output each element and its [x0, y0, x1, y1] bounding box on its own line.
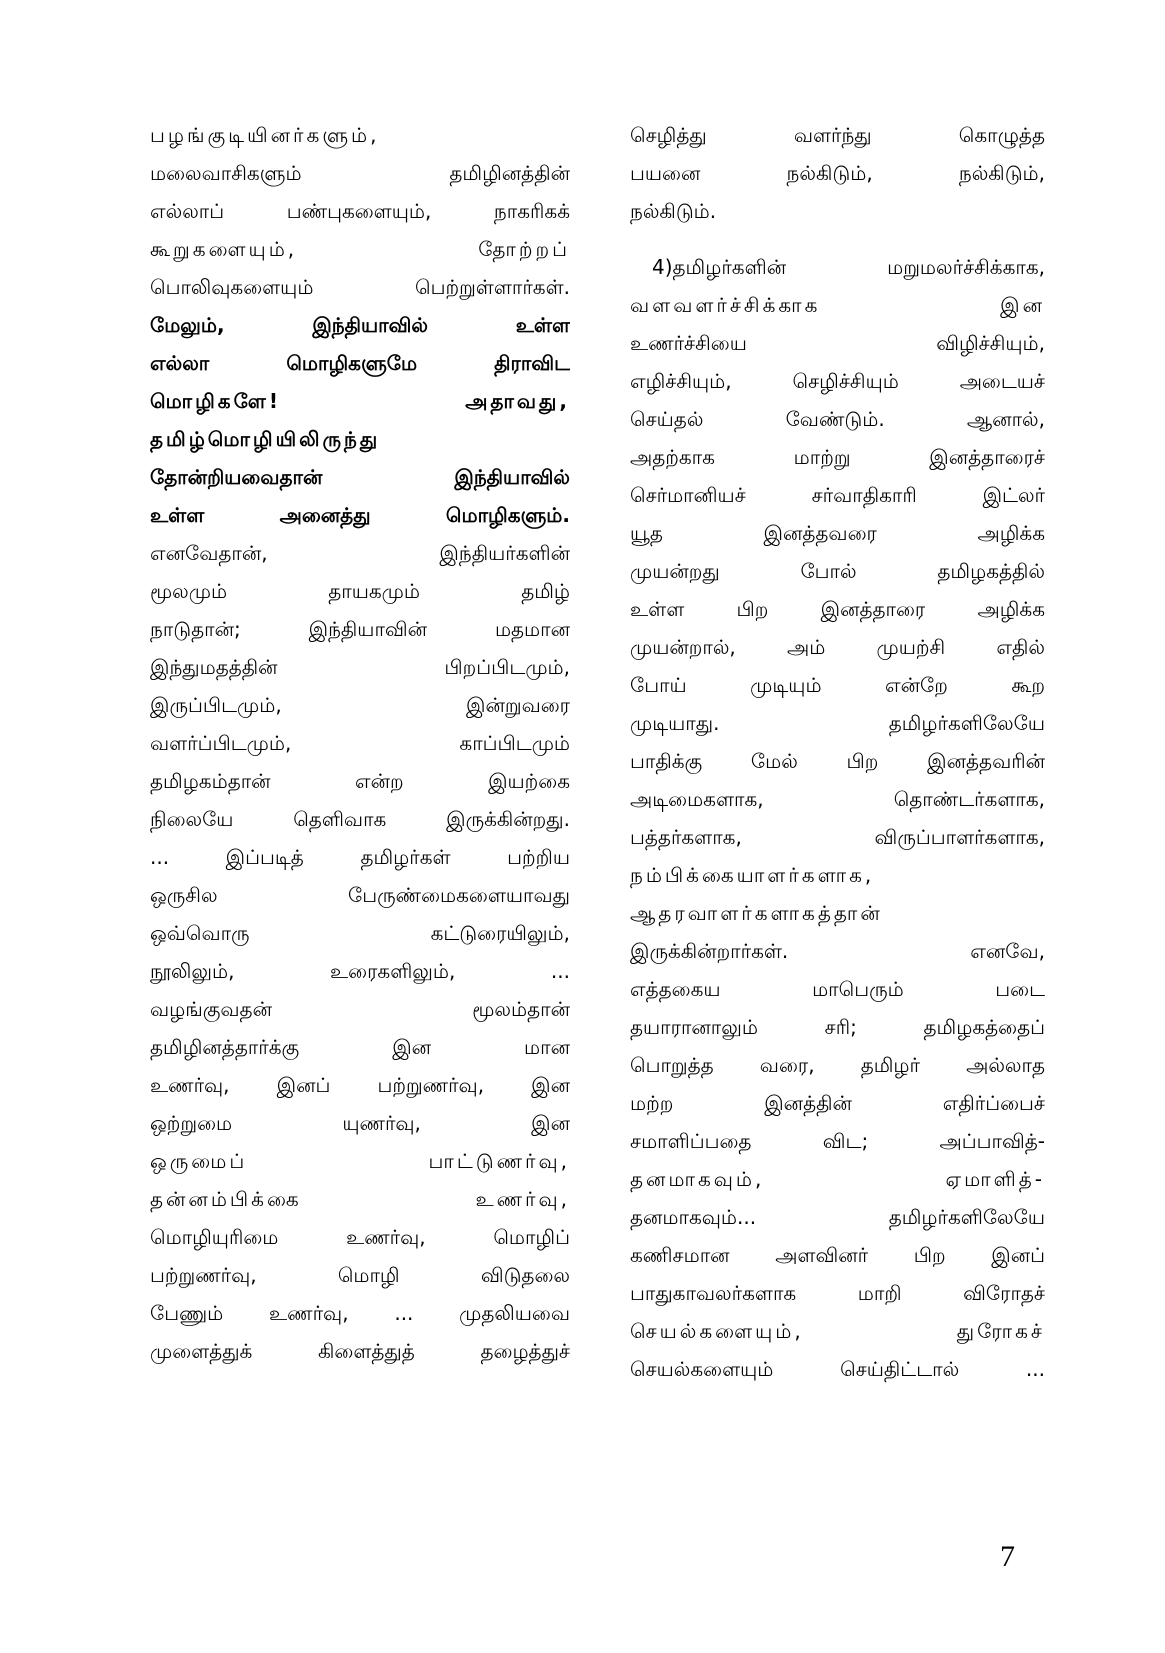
- text-line: உணர்வு, இனப் பற்றுணர்வு, இன: [150, 1073, 570, 1097]
- text-line: வழங்குவதன் மூலம்தான்: [150, 997, 570, 1021]
- text-line: முயன்றால், அம் முயற்சி எதில்: [630, 635, 1045, 659]
- left-column: [150, 116, 570, 1370]
- text-line: செர்மானியச் சர்வாதிகாரி இட்லர்: [630, 483, 1045, 507]
- text-line: எனவேதான், இந்தியர்களின்: [150, 541, 570, 565]
- text-line: நாடுதான்; இந்தியாவின் மதமான: [150, 617, 570, 641]
- text-line: சமாளிப்பதை விட; அப்பாவித்-: [630, 1129, 1045, 1153]
- text-line: தனமாகவும், ஏமாளித்-: [630, 1167, 1045, 1191]
- text-line: மலைவாசிகளும் தமிழினத்தின்: [150, 161, 570, 185]
- right-column: [630, 116, 1045, 1388]
- text-line: வளவளர்ச்சிக்காக இன: [630, 293, 1045, 317]
- text-line: மற்ற இனத்தின் எதிர்ப்பைச்: [630, 1091, 1045, 1115]
- text-line: உணர்ச்சியை விழிச்சியும்,: [630, 331, 1045, 355]
- text-line: நிலையே தெளிவாக இருக்கின்றது.: [150, 807, 570, 831]
- text-line: இருப்பிடமும், இன்றுவரை: [150, 693, 570, 717]
- text-line: உள்ள அனைத்து மொழிகளும்.: [150, 503, 570, 527]
- text-line: எழிச்சியும், செழிச்சியும் அடையச்: [630, 369, 1045, 393]
- paragraph: [630, 248, 1045, 1388]
- text-line: எல்லாப் பண்புகளையும், நாகரிகக்: [150, 199, 570, 223]
- text-line: பாதுகாவலர்களாக மாறி விரோதச்: [630, 1281, 1045, 1305]
- page-number: 7: [1000, 1540, 1015, 1573]
- text-line: அடிமைகளாக, தொண்டர்களாக,: [630, 787, 1045, 811]
- text-line: உள்ள பிற இனத்தாரை அழிக்க: [630, 597, 1045, 621]
- text-line: பத்தர்களாக, விருப்பாளர்களாக,: [630, 825, 1045, 849]
- text-line: யூத இனத்தவரை அழிக்க: [630, 521, 1045, 545]
- text-line: தமிழகம்தான் என்ற இயற்கை: [150, 769, 570, 793]
- text-line: தமிழ்மொழியிலிருந்து: [150, 427, 381, 451]
- text-line: ஆதரவாளர்களாகத்தான்: [630, 901, 883, 925]
- text-line: முளைத்துக் கிளைத்துத் தழைத்துச்: [150, 1339, 570, 1363]
- text-line: தயாரானாலும் சரி; தமிழகத்தைப்: [630, 1015, 1045, 1039]
- text-line: செய்தல் வேண்டும். ஆனால்,: [630, 407, 1045, 431]
- text-line: செழித்து வளர்ந்து கொழுத்த: [630, 123, 1045, 147]
- text-line: எத்தகைய மாபெரும் படை: [630, 977, 1045, 1001]
- text-line: பொறுத்த வரை, தமிழர் அல்லாத: [630, 1053, 1045, 1077]
- text-line: தோன்றியவைதான் இந்தியாவில்: [150, 465, 570, 489]
- text-line: தமிழினத்தார்க்கு இன மான: [150, 1035, 570, 1059]
- text-line: மொழிகளே! அதாவது,: [150, 389, 570, 413]
- text-line: இந்துமதத்தின் பிறப்பிடமும்,: [150, 655, 570, 679]
- text-line: பேணும் உணர்வு, ... முதலியவை: [150, 1301, 570, 1325]
- text-line: 4)தமிழர்களின் மறுமலர்ச்சிக்காக,: [652, 255, 1045, 279]
- paragraph-gap: [630, 230, 1045, 248]
- text-line: வளர்ப்பிடமும், காப்பிடமும்: [150, 731, 570, 755]
- text-line: பாதிக்கு மேல் பிற இனத்தவரின்: [630, 749, 1045, 773]
- text-line: நூலிலும், உரைகளிலும், ...: [150, 959, 570, 983]
- text-line: அதற்காக மாற்று இனத்தாரைச்: [630, 445, 1045, 469]
- text-line: இருக்கின்றார்கள். எனவே,: [630, 939, 1045, 963]
- text-line: போய் முடியும் என்றே கூற: [630, 673, 1045, 697]
- text-line: செயல்களையும், துரோகச்: [630, 1319, 1045, 1343]
- text-line: ... இப்படித் தமிழர்கள் பற்றிய: [150, 845, 570, 869]
- text-line: தன்னம்பிக்கை உணர்வு,: [150, 1187, 570, 1211]
- text-line: கணிசமான அளவினர் பிற இனப்: [630, 1243, 1045, 1267]
- text-line: மூலமும் தாயகமும் தமிழ்: [150, 579, 570, 603]
- text-line: ஒருமைப் பாட்டுணர்வு,: [150, 1149, 570, 1173]
- text-line: ஒவ்வொரு கட்டுரையிலும்,: [150, 921, 570, 945]
- paragraph: [630, 116, 1045, 230]
- text-line: பழங்குடியினர்களும்,: [150, 123, 380, 147]
- text-line: கூறுகளையும், தோற்றப்: [150, 237, 570, 261]
- text-line: தனமாகவும்... தமிழர்களிலேயே: [630, 1205, 1045, 1229]
- text-line: முடியாது. தமிழர்களிலேயே: [630, 711, 1045, 735]
- text-line: பொலிவுகளையும் பெற்றுள்ளார்கள்.: [150, 275, 570, 299]
- text-line: மொழியுரிமை உணர்வு, மொழிப்: [150, 1225, 570, 1249]
- text-line: பற்றுணர்வு, மொழி விடுதலை: [150, 1263, 570, 1287]
- text-line: பயனை நல்கிடும், நல்கிடும்,: [630, 161, 1045, 185]
- text-line: செயல்களையும் செய்திட்டால் ...: [630, 1357, 1045, 1381]
- text-line: எல்லா மொழிகளுமே திராவிட: [150, 351, 570, 375]
- text-line: ஒருசில பேருண்மைகளையாவது: [150, 883, 570, 907]
- text-line: மேலும், இந்தியாவில் உள்ள: [150, 313, 570, 337]
- text-line: ஒற்றுமை யுணர்வு, இன: [150, 1111, 570, 1135]
- text-line: நம்பிக்கையாளர்களாக,: [630, 863, 875, 887]
- text-line: முயன்றது போல் தமிழகத்தில்: [630, 559, 1045, 583]
- text-line: நல்கிடும்.: [630, 199, 717, 223]
